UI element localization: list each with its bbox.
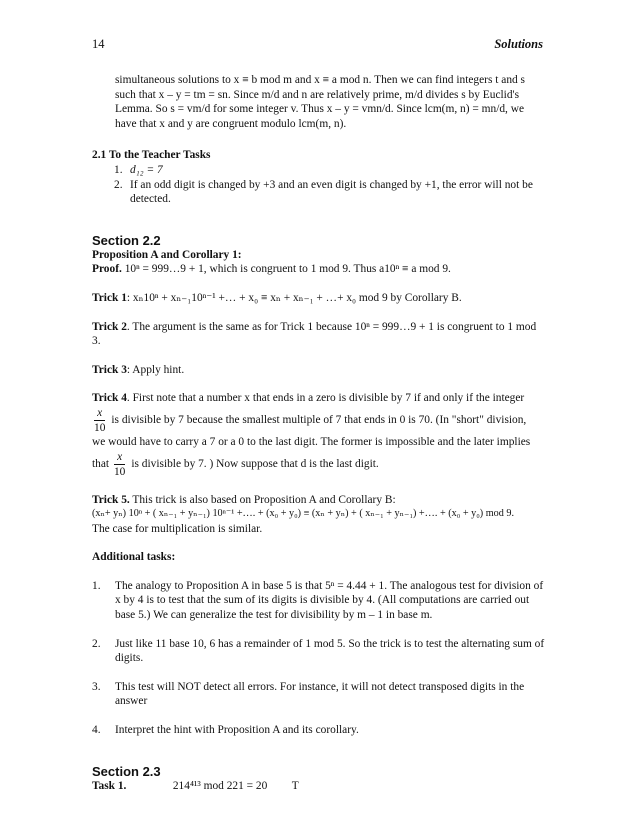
trick4-that: that: [92, 457, 110, 470]
proposition-subheading: Proposition A and Corollary 1:: [92, 248, 242, 261]
intro-line-4: have that x and y are congruent modulo lcm(m, n).: [115, 117, 347, 130]
teacher-tasks-heading: 2.1 To the Teacher Tasks: [92, 149, 211, 162]
fraction-denominator: 10: [113, 465, 126, 478]
trick4-line-4: is divisible by 7. ) Now suppose that d is the last digit.: [131, 457, 379, 470]
list-text: If an odd digit is changed by +3 and an even digit is changed by +1, the error will not be detected.: [130, 178, 533, 206]
trick1-text: : xₙ10ⁿ + xₙ₋₁10ⁿ⁻¹ +… + x₀ ≡ xₙ + xₙ₋₁ + …+ x₀ mod 9 by Corollary B.: [126, 291, 462, 304]
trick4-text: . First note that a number x that ends in a zero is divisible by 7 if and only if the integer: [126, 392, 525, 405]
task1-label: Task 1.: [92, 779, 127, 792]
trick5-label: Trick 5.: [92, 493, 130, 506]
trick4-line-2: is divisible by 7 because the smallest multiple of 7 that ends in 0 is 70. (In "short" division,: [111, 414, 527, 427]
trick5-formula: (xₙ+ yₙ) 10ⁿ + ( xₙ₋₁ + yₙ₋₁) 10ⁿ⁻¹ +…. + (x₀ + y₀) ≡ (xₙ + yₙ) + ( xₙ₋₁ + yₙ₋₁) +…. + (x₀ + y₀) mod 9.: [92, 508, 515, 520]
trick4-fraction-line: [92, 406, 547, 435]
trick1-label: Trick 1: [92, 291, 127, 304]
trick5-paragraph: [92, 493, 547, 508]
task1-row: [92, 779, 547, 794]
trick2-text: . The argument is the same as for Trick 1 because 10ⁿ = 999…9 + 1 is congruent to 1 mod 3.: [92, 320, 537, 348]
running-title: Solutions: [494, 37, 543, 51]
fraction-x-over-10-second: [114, 450, 125, 479]
list-item: [92, 579, 547, 623]
task1-expression: 214⁴¹³ mod 221 = 20: [172, 779, 268, 792]
list-number: 2.: [114, 178, 123, 191]
list-number: 3.: [92, 680, 101, 693]
trick4-line-3: we would have to carry a 7 or a 0 to the last digit. The former is impossible and the later implies: [92, 435, 531, 448]
trick3-label: Trick 3: [92, 363, 127, 376]
list-text: Interpret the hint with Proposition A and its corollary.: [115, 724, 359, 737]
proof-label: Proof.: [92, 263, 122, 276]
trick4-label: Trick 4: [92, 392, 127, 405]
trick5-text: This trick is also based on Proposition A and Corollary B:: [129, 493, 396, 506]
list-text: d₁₂ = 7: [130, 163, 163, 176]
proof-paragraph: [92, 262, 547, 277]
list-text: This test will NOT detect all errors. For instance, it will not detect transposed digits in the answer: [115, 680, 525, 708]
list-text: Just like 11 base 10, 6 has a remainder of 1 mod 5. So the trick is to test the alternating sum of digits.: [115, 637, 545, 665]
teacher-tasks-list: [92, 163, 547, 207]
trick3-paragraph: [92, 363, 547, 378]
intro-line-1: simultaneous solutions to x ≡ b mod m and x ≡ a mod n. Then we can find integers t and s: [115, 74, 525, 86]
page-number: 14: [92, 37, 105, 51]
page-content: [92, 73, 547, 793]
fraction-numerator: x: [114, 450, 125, 465]
proof-text: 10ⁿ = 999…9 + 1, which is congruent to 1 mod 9. Thus a10ⁿ ≡ a mod 9.: [124, 263, 451, 276]
fraction-x-over-10: [94, 406, 105, 435]
list-item: [92, 680, 547, 709]
additional-tasks-list: [92, 579, 547, 738]
section-2-3-heading: Section 2.3: [92, 763, 161, 779]
list-item: [92, 723, 547, 738]
list-number: 4.: [92, 724, 101, 737]
section-2-2-heading: Section 2.2: [92, 232, 161, 248]
list-item: [92, 178, 547, 207]
intro-paragraph: [92, 73, 547, 131]
trick2-paragraph: [92, 320, 547, 349]
task1-mark: T: [291, 779, 299, 792]
trick1-paragraph: [92, 291, 547, 306]
trick4-line-4-row: [92, 450, 547, 479]
list-number: 2.: [92, 637, 101, 650]
list-number: 1.: [114, 163, 123, 176]
trick4-paragraph: [92, 391, 547, 406]
intro-line-3: Lemma. So s = vm/d for some integer v. Thus x – y = vmn/d. Since lcm(m, n) = mn/d, we: [115, 103, 525, 116]
list-number: 1.: [92, 579, 101, 592]
trick5-last-line: The case for multiplication is similar.: [92, 522, 263, 535]
list-item: [92, 163, 547, 178]
fraction-denominator: 10: [94, 421, 106, 434]
additional-tasks-heading: Additional tasks:: [92, 551, 176, 564]
trick2-label: Trick 2: [92, 320, 127, 333]
trick3-text: : Apply hint.: [126, 363, 185, 376]
list-text: The analogy to Proposition A in base 5 is that 5ⁿ = 4.44 + 1. The analogous test for division of x by 4 is to test that the sum of its digits is divisible by 4. (All computations are carried out base 5.) We can generalize the test for divisibility by m – 1 in base m.: [115, 579, 544, 622]
fraction-numerator: x: [94, 406, 105, 421]
list-item: [92, 637, 547, 666]
intro-line-2: such that x – y = tm = sn. Since m/d and n are relatively prime, m/d divides s by Euclid's: [115, 88, 520, 101]
